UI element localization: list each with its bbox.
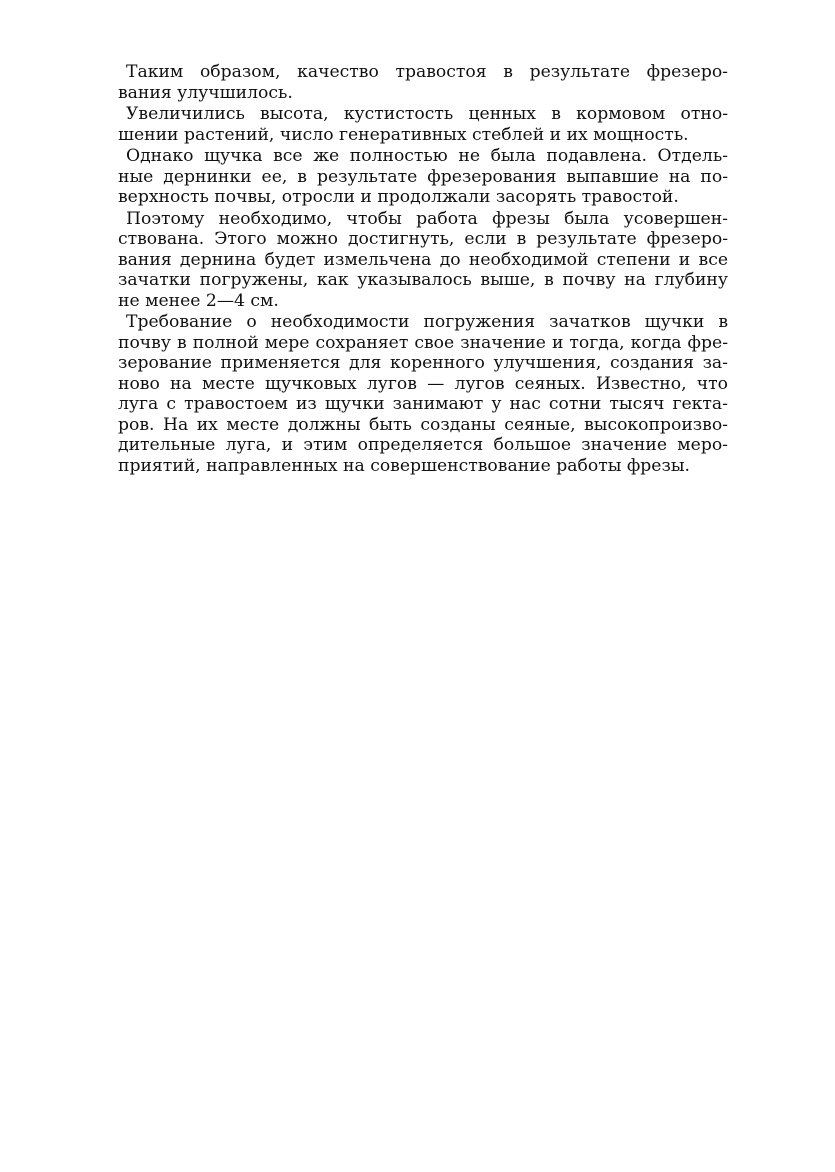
text-line: зачатки погружены, как указывалось выше, в почву на глубину [118, 270, 728, 290]
text-line: зерование применяется для коренного улучшения, создания за- [118, 353, 728, 373]
text-line: шении растений, число генеративных стеблей и их мощность. [118, 124, 689, 145]
text-line: вания улучшилось. [118, 82, 293, 103]
paragraph-2 [118, 104, 728, 145]
text-line: верхность почвы, отросли и продолжали засорять травостой. [118, 187, 679, 207]
text-line: вания дернина будет измельчена до необходимой степени и все [118, 249, 728, 270]
text-line: луга с травостоем из щучки занимают у нас сотни тысяч гекта- [118, 394, 728, 414]
paragraph-1 [118, 62, 728, 103]
paragraph-4 [118, 209, 728, 312]
body-text [118, 62, 728, 477]
text-line: Поэтому необходимо, чтобы работа фрезы была усовершен- [126, 208, 728, 229]
text-line: Таким образом, качество травостоя в результате фрезеро- [126, 62, 728, 82]
text-line: ные дернинки ее, в результате фрезерования выпавшие на по- [118, 166, 728, 187]
text-line: дительные луга, и этим определяется большое значение меро- [118, 435, 728, 455]
text-line: не менее 2—4 см. [118, 290, 279, 311]
text-line: ров. На их месте должны быть созданы сеяные, высокопроизво- [118, 414, 728, 435]
text-line: почву в полной мере сохраняет свое значение и тогда, когда фре- [118, 332, 728, 353]
text-line: ново на месте щучковых лугов — лугов сеяных. Известно, что [118, 373, 728, 394]
paragraph-3 [118, 146, 728, 208]
text-line: ствована. Этого можно достигнуть, если в результате фрезеро- [118, 229, 728, 249]
text-line: Увеличились высота, кустистость ценных в кормовом отно- [126, 104, 728, 124]
paragraph-5 [118, 312, 728, 476]
text-line: Однако щучка все же полностью не была подавлена. Отдель- [126, 146, 728, 166]
text-line: Требование о необходимости погружения зачатков щучки в [126, 312, 728, 332]
text-line: приятий, направленных на совершенствование работы фрезы. [118, 455, 690, 476]
